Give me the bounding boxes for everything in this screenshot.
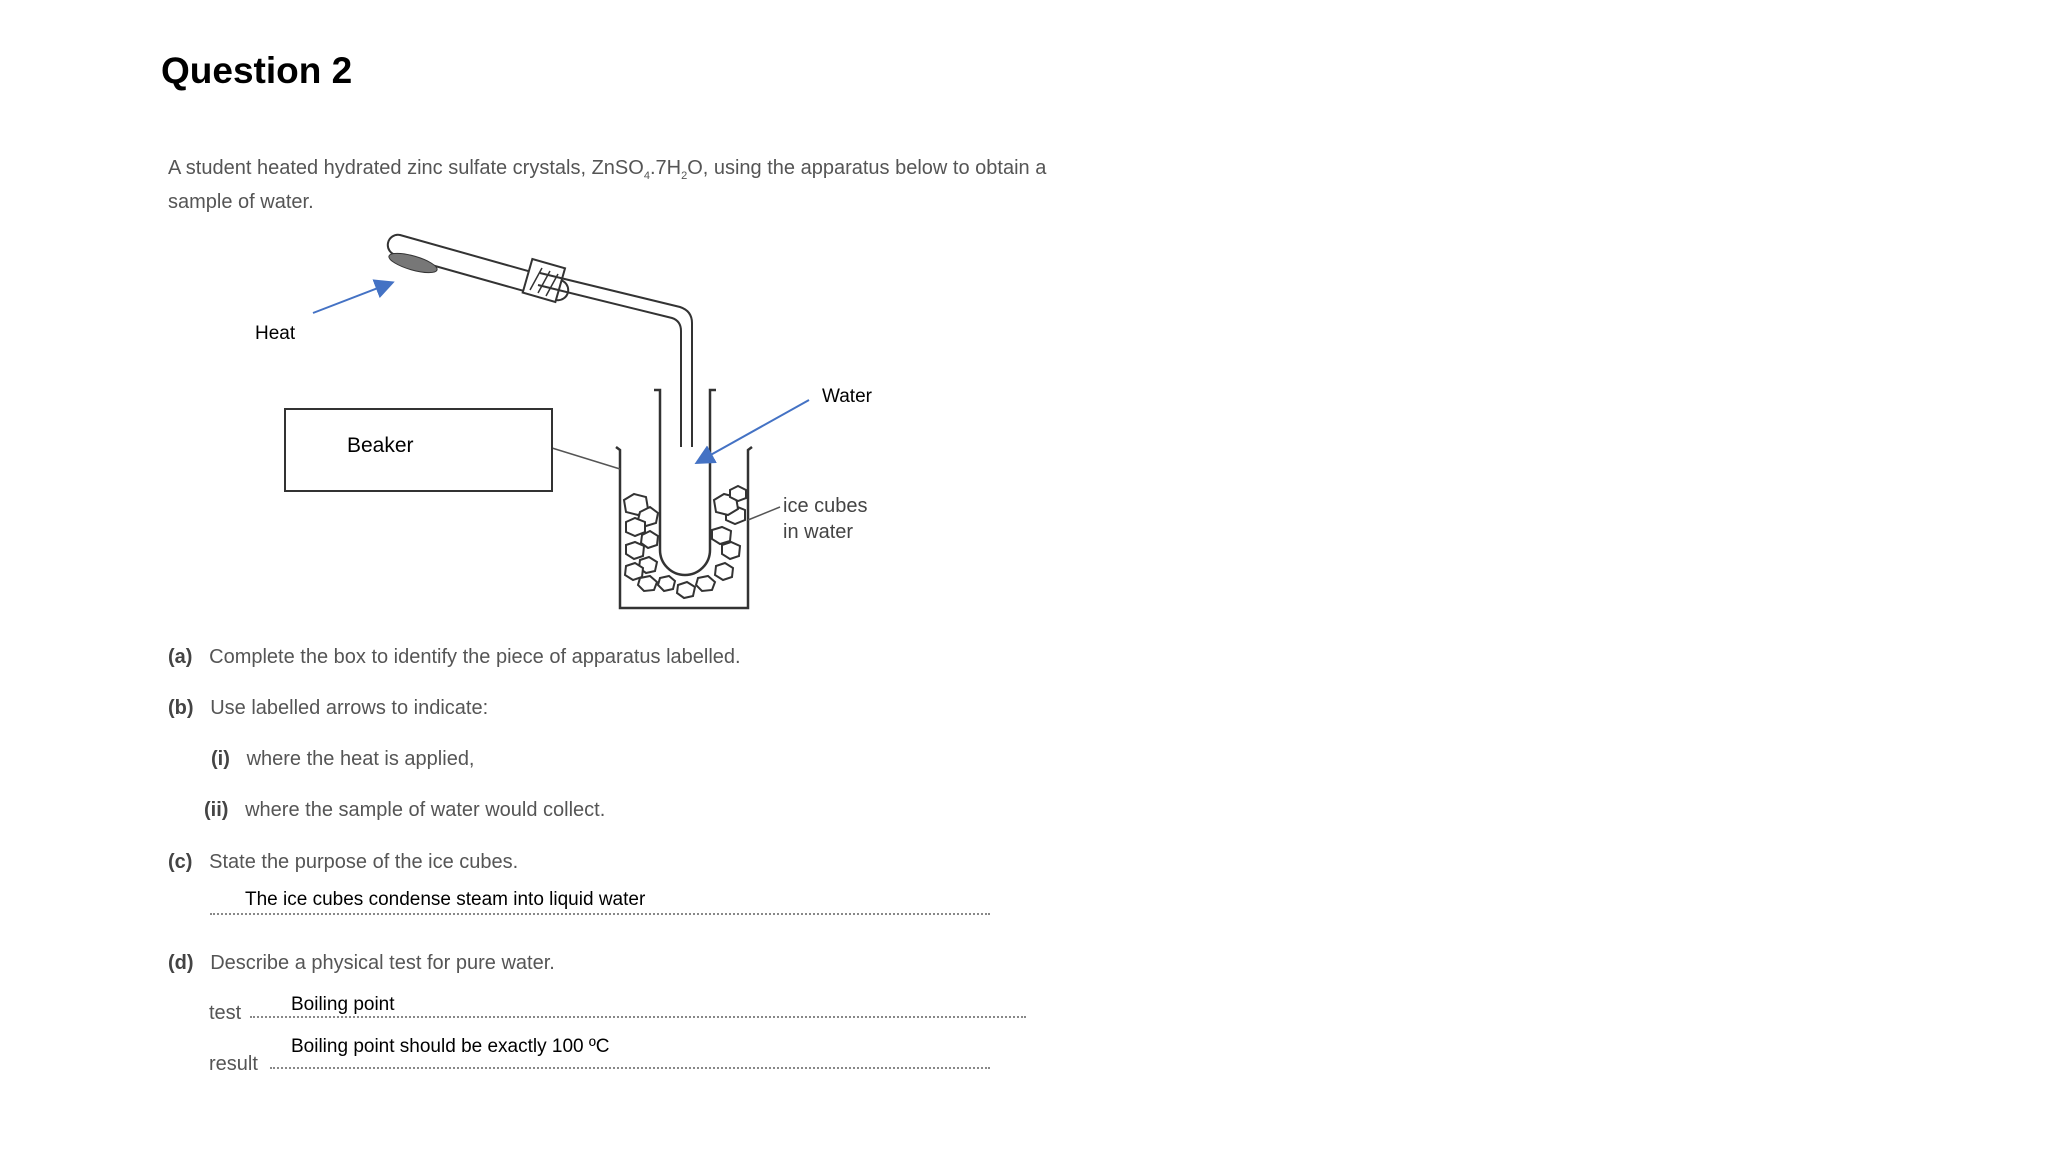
water-arrow <box>698 400 809 462</box>
beaker-label-box <box>285 409 552 491</box>
part-b-ii-number: (ii) <box>204 799 229 821</box>
answer-d-result-line <box>270 1067 990 1069</box>
part-d-number: (d) <box>168 952 194 974</box>
answer-d-result[interactable]: Boiling point should be exactly 100 ºC <box>291 1036 610 1057</box>
result-label: result <box>209 1053 258 1075</box>
answer-d-test-line <box>250 1016 1026 1018</box>
part-c-number: (c) <box>168 851 193 873</box>
question-d <box>168 950 555 976</box>
question-b-ii-text: where the sample of water would collect. <box>245 799 606 821</box>
water-label: Water <box>822 386 872 407</box>
question-a <box>168 644 741 670</box>
page-title: Question 2 <box>161 50 353 91</box>
part-a-number: (a) <box>168 646 193 668</box>
question-b-text: Use labelled arrows to indicate: <box>210 697 489 719</box>
question-b <box>168 695 488 721</box>
answer-c-line <box>210 913 990 915</box>
heat-label: Heat <box>255 323 296 344</box>
question-c-text: State the purpose of the ice cubes. <box>209 851 519 873</box>
collecting-tube <box>654 390 716 575</box>
answer-d-test[interactable]: Boiling point <box>291 994 395 1015</box>
question-c <box>168 849 518 875</box>
question-stem: A student heated hydrated zinc sulfate crystals, $ZnSO_4.7H_2O$, using the apparatus below to obtain a sample of water. <box>168 157 1047 213</box>
beaker-leader-line <box>552 448 620 469</box>
ice-cubes-label: ice cubes in water <box>783 495 868 543</box>
part-b-i-number: (i) <box>211 748 230 770</box>
part-b-number: (b) <box>168 697 194 719</box>
question-a-text: Complete the box to identify the piece of apparatus labelled. <box>209 646 741 668</box>
ice-cubes <box>624 486 746 598</box>
heat-arrow <box>313 283 391 313</box>
ice-leader-line <box>748 507 780 520</box>
answer-c[interactable]: The ice cubes condense steam into liquid water <box>245 889 646 910</box>
question-b-i-text: where the heat is applied, <box>246 748 475 770</box>
question-d-text: Describe a physical test for pure water. <box>210 952 555 974</box>
question-b-i <box>211 746 475 772</box>
beaker-label-text: Beaker <box>347 434 414 457</box>
test-label: test <box>209 1002 242 1024</box>
question-b-ii <box>204 797 605 823</box>
